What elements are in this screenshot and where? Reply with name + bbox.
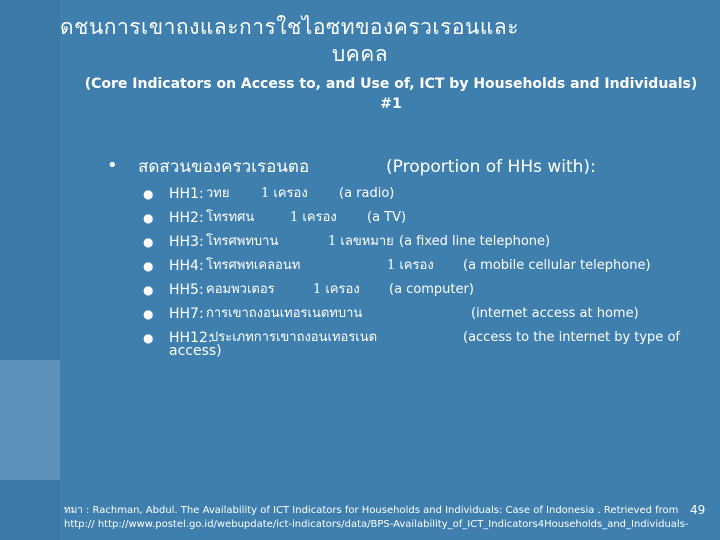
item-english: (access to the internet by type of xyxy=(463,330,680,345)
source-citation xyxy=(64,504,704,532)
item-english: (internet access at home) xyxy=(471,306,639,321)
main-bullet-english: (Proportion of HHs with): xyxy=(386,157,596,177)
item-thai: การเขาถงอนเทอรเนตทบาน xyxy=(206,306,363,321)
bullet-dot-icon: ● xyxy=(143,283,154,297)
item-english: (a TV) xyxy=(367,210,407,225)
decor-square xyxy=(0,400,60,440)
item-code: HH3: xyxy=(169,234,204,250)
slide-title xyxy=(60,14,660,68)
subtitle-line-2: #1 xyxy=(380,96,402,112)
item-wrap-text: access) xyxy=(169,343,222,359)
list-item xyxy=(143,254,713,278)
item-code: HH4: xyxy=(169,258,204,274)
item-thai: โทรทศน xyxy=(206,210,255,225)
item-thai: คอมพวเตอร xyxy=(206,282,275,297)
decor-square xyxy=(0,360,60,400)
item-count: 1 เครอง xyxy=(261,186,308,201)
bullet-dot-icon: ● xyxy=(143,235,154,249)
indicator-list xyxy=(143,182,713,350)
item-thai: ประเภทการเขาถงอนเทอรเนต xyxy=(210,330,378,345)
item-count: 1 เลขหมาย xyxy=(328,234,394,249)
bullet-dot-icon: • xyxy=(107,155,118,176)
bullet-dot-icon: ● xyxy=(143,331,154,345)
bullet-dot-icon: ● xyxy=(143,211,154,225)
item-english: (a radio) xyxy=(339,186,395,201)
list-item xyxy=(143,230,713,254)
list-item xyxy=(143,278,713,302)
item-code: HH2: xyxy=(169,210,204,226)
item-code: HH1: xyxy=(169,186,204,202)
item-count: 1 เครอง xyxy=(290,210,337,225)
item-english: (a computer) xyxy=(389,282,474,297)
page-number: 49 xyxy=(690,503,706,517)
list-item xyxy=(143,182,713,206)
source-line-1: ทมา : Rachman, Abdul. The Availability of ICT Indicators for Households and Individuals: Case of Indonesia . Retrieved from xyxy=(64,505,679,516)
item-english: (a mobile cellular telephone) xyxy=(463,258,651,273)
item-code: HH12: xyxy=(169,330,213,346)
item-thai: โทรศพทบาน xyxy=(206,234,279,249)
bullet-dot-icon: ● xyxy=(143,259,154,273)
item-code: HH7: xyxy=(169,306,204,322)
decor-square xyxy=(0,440,60,480)
list-item xyxy=(143,206,713,230)
main-bullet-thai: สดสวนของครวเรอนตอ xyxy=(138,157,310,177)
bullet-dot-icon: ● xyxy=(143,307,154,321)
left-decor-strip xyxy=(0,0,60,540)
source-line-2: http:// http://www.postel.go.id/webupdate/ict-indicators/data/BPS-Availability_of_ICT_Indicators4Households_and_Individuals- xyxy=(64,519,689,530)
list-item xyxy=(143,302,713,326)
item-count: 1 เครอง xyxy=(313,282,360,297)
item-thai: โทรศพทเคลอนท xyxy=(206,258,301,273)
subtitle-line-1: (Core Indicators on Access to, and Use of, ICT by Households and Individuals) xyxy=(84,76,698,92)
item-thai: วทย xyxy=(206,186,230,201)
item-english: (a fixed line telephone) xyxy=(399,234,551,249)
title-line-1: ดชนการเขาถงและการใชไอซทของครวเรอนและ xyxy=(60,15,520,39)
bullet-dot-icon: ● xyxy=(143,187,154,201)
list-item xyxy=(143,326,713,350)
item-count: 1 เครอง xyxy=(387,258,434,273)
title-line-2: บคคล xyxy=(331,42,389,66)
slide-subtitle xyxy=(66,74,716,114)
item-code: HH5: xyxy=(169,282,204,298)
